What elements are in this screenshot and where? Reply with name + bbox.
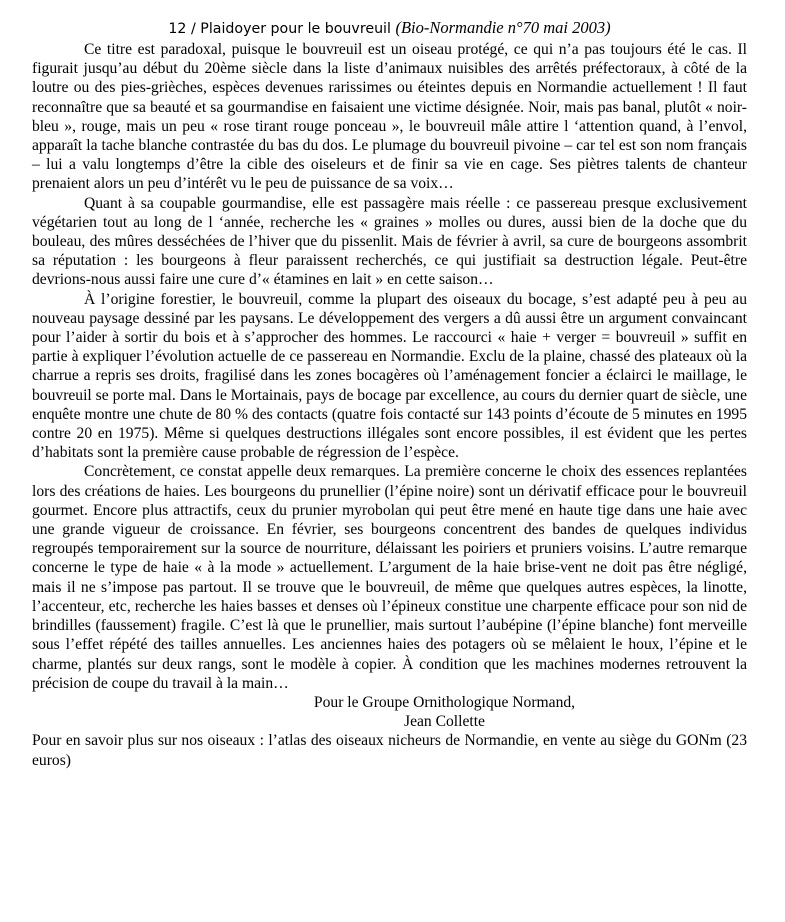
paragraph-gourmandise: Quant à sa coupable gourmandise, elle est passagère mais réelle : ce passereau presque exclusivement végétarien tout au long de l ‘année, recherche les « graines » molles ou dures, aussi bien de la doche que du bouleau, des mûres desséchées de l’hiver que du pissenlit. Mais de février à avril, sa cure de bourgeons assombrit sa réputation : les bourgeons à fleur paraissent recherchés, ce qui justifiait sa destruction légale. Peut-être devrions-nous aussi faire une cure d’« étamines en lait » en cette saison… [32, 194, 747, 289]
article-title [32, 18, 747, 39]
signature-author: Jean Collette [404, 713, 485, 731]
paragraph-intro: Ce titre est paradoxal, puisque le bouvreuil est un oiseau protégé, ce qui n’a pas toujours été le cas. Il figurait jusqu’au début du 20ème siècle dans la liste d’animaux nuisibles des arrêtés préfectoraux, à côté de la loutre ou des pies-grièches, espèces devenues rarissimes ou éteintes depuis en Normandie actuellement ! Il faut reconnaître que sa beauté et sa gourmandise en faisaient une victime désignée. Noir, mais pas banal, plutôt « noir-bleu », rouge, mais un peu « rose tirant rouge ponceau », le bouvreuil mâle attire l ‘attention quand, à l’envol, apparaît la tache blanche contrastée du bas du dos. Le plumage du bouvreuil pivoine – car tel est son nom français – lui a valu longtemps d’être la cible des oiseleurs et de finir sa vie en cage. Ses piètres talents de chanteur prenaient alors un peu d’intérêt vu le peu de puissance de sa voix… [32, 41, 747, 193]
paragraph-remarques: Concrètement, ce constat appelle deux remarques. La première concerne le choix des essences replantées lors des créations de haies. Les bourgeons du prunellier (l’épine noire) sont un dérivatif efficace pour le bouvreuil gourmet. Encore plus attractifs, ceux du prunier myrobolan qui peut être mené en haute tige dans une haie avec une grande vigueur de croissance. En février, ses bourgeons concentrent des bandes de quelques individus regroupés temporairement sur la source de nourriture, délaissant les poiriers et pruniers voisins. L’autre remarque concerne le type de haie « à la mode » actuellement. L’argument de la haie brise-vent ne doit pas être négligé, mais il ne s’impose pas partout. Il se trouve que le bouvreuil, de même que quelques autres espèces, la linotte, l’accenteur, etc, recherche les haies basses et denses où l’épineux constitue une charpente efficace pour son nid de brindilles (faussement) fragile. C’est là que le prunellier, mais surtout l’aubépine (l’épine blanche) font merveille sous l’effet répété des tailles annuelles. Les anciennes haies des potagers où se mêlaient le houx, l’épine et le charme, plantés sur deux rangs, sont le modèle à copier. À condition que les machines modernes retrouvent la précision de coupe du travail à la main… [32, 463, 747, 692]
signature-block [32, 693, 747, 731]
paragraph-habitat: À l’origine forestier, le bouvreuil, comme la plupart des oiseaux du bocage, s’est adapté peu à peu au nouveau paysage dessiné par les paysans. Le développement des vergers a dû aussi être un argument convaincant pour l’aider à sortir du bois et à s’approcher des hommes. Le raccourci « haie + verger = bouvreuil » suffit en partie à expliquer l’évolution actuelle de ce passereau en Normandie. Exclu de la plaine, chassé des plateaux où la charrue a repris ses droits, fragilisé dans les zones bocagères où l’aménagement foncier a éclairci le maillage, le bouvreuil se porte mal. Dans le Mortainais, pays de bocage par excellence, au cours du dernier quart de siècle, une enquête montre une chute de 80 % des contacts (quatre fois contacté sur 143 points d’écoute de 5 minutes en 1995 contre 20 en 1975). Même si quelques destructions illégales sont encore possibles, il est évident que les pertes d’habitats sont la première cause probable de régression de l’espèce. [32, 290, 747, 462]
signature-organization: Pour le Groupe Ornithologique Normand, [313, 693, 576, 711]
article-title-main: 12 / Plaidoyer pour le bouvreuil [168, 21, 396, 37]
further-info: Pour en savoir plus sur nos oiseaux : l’atlas des oiseaux nicheurs de Normandie, en vente au siège du GONm (23 euros) [32, 732, 747, 769]
article-source: (Bio-Normandie n°70 mai 2003) [395, 18, 611, 37]
